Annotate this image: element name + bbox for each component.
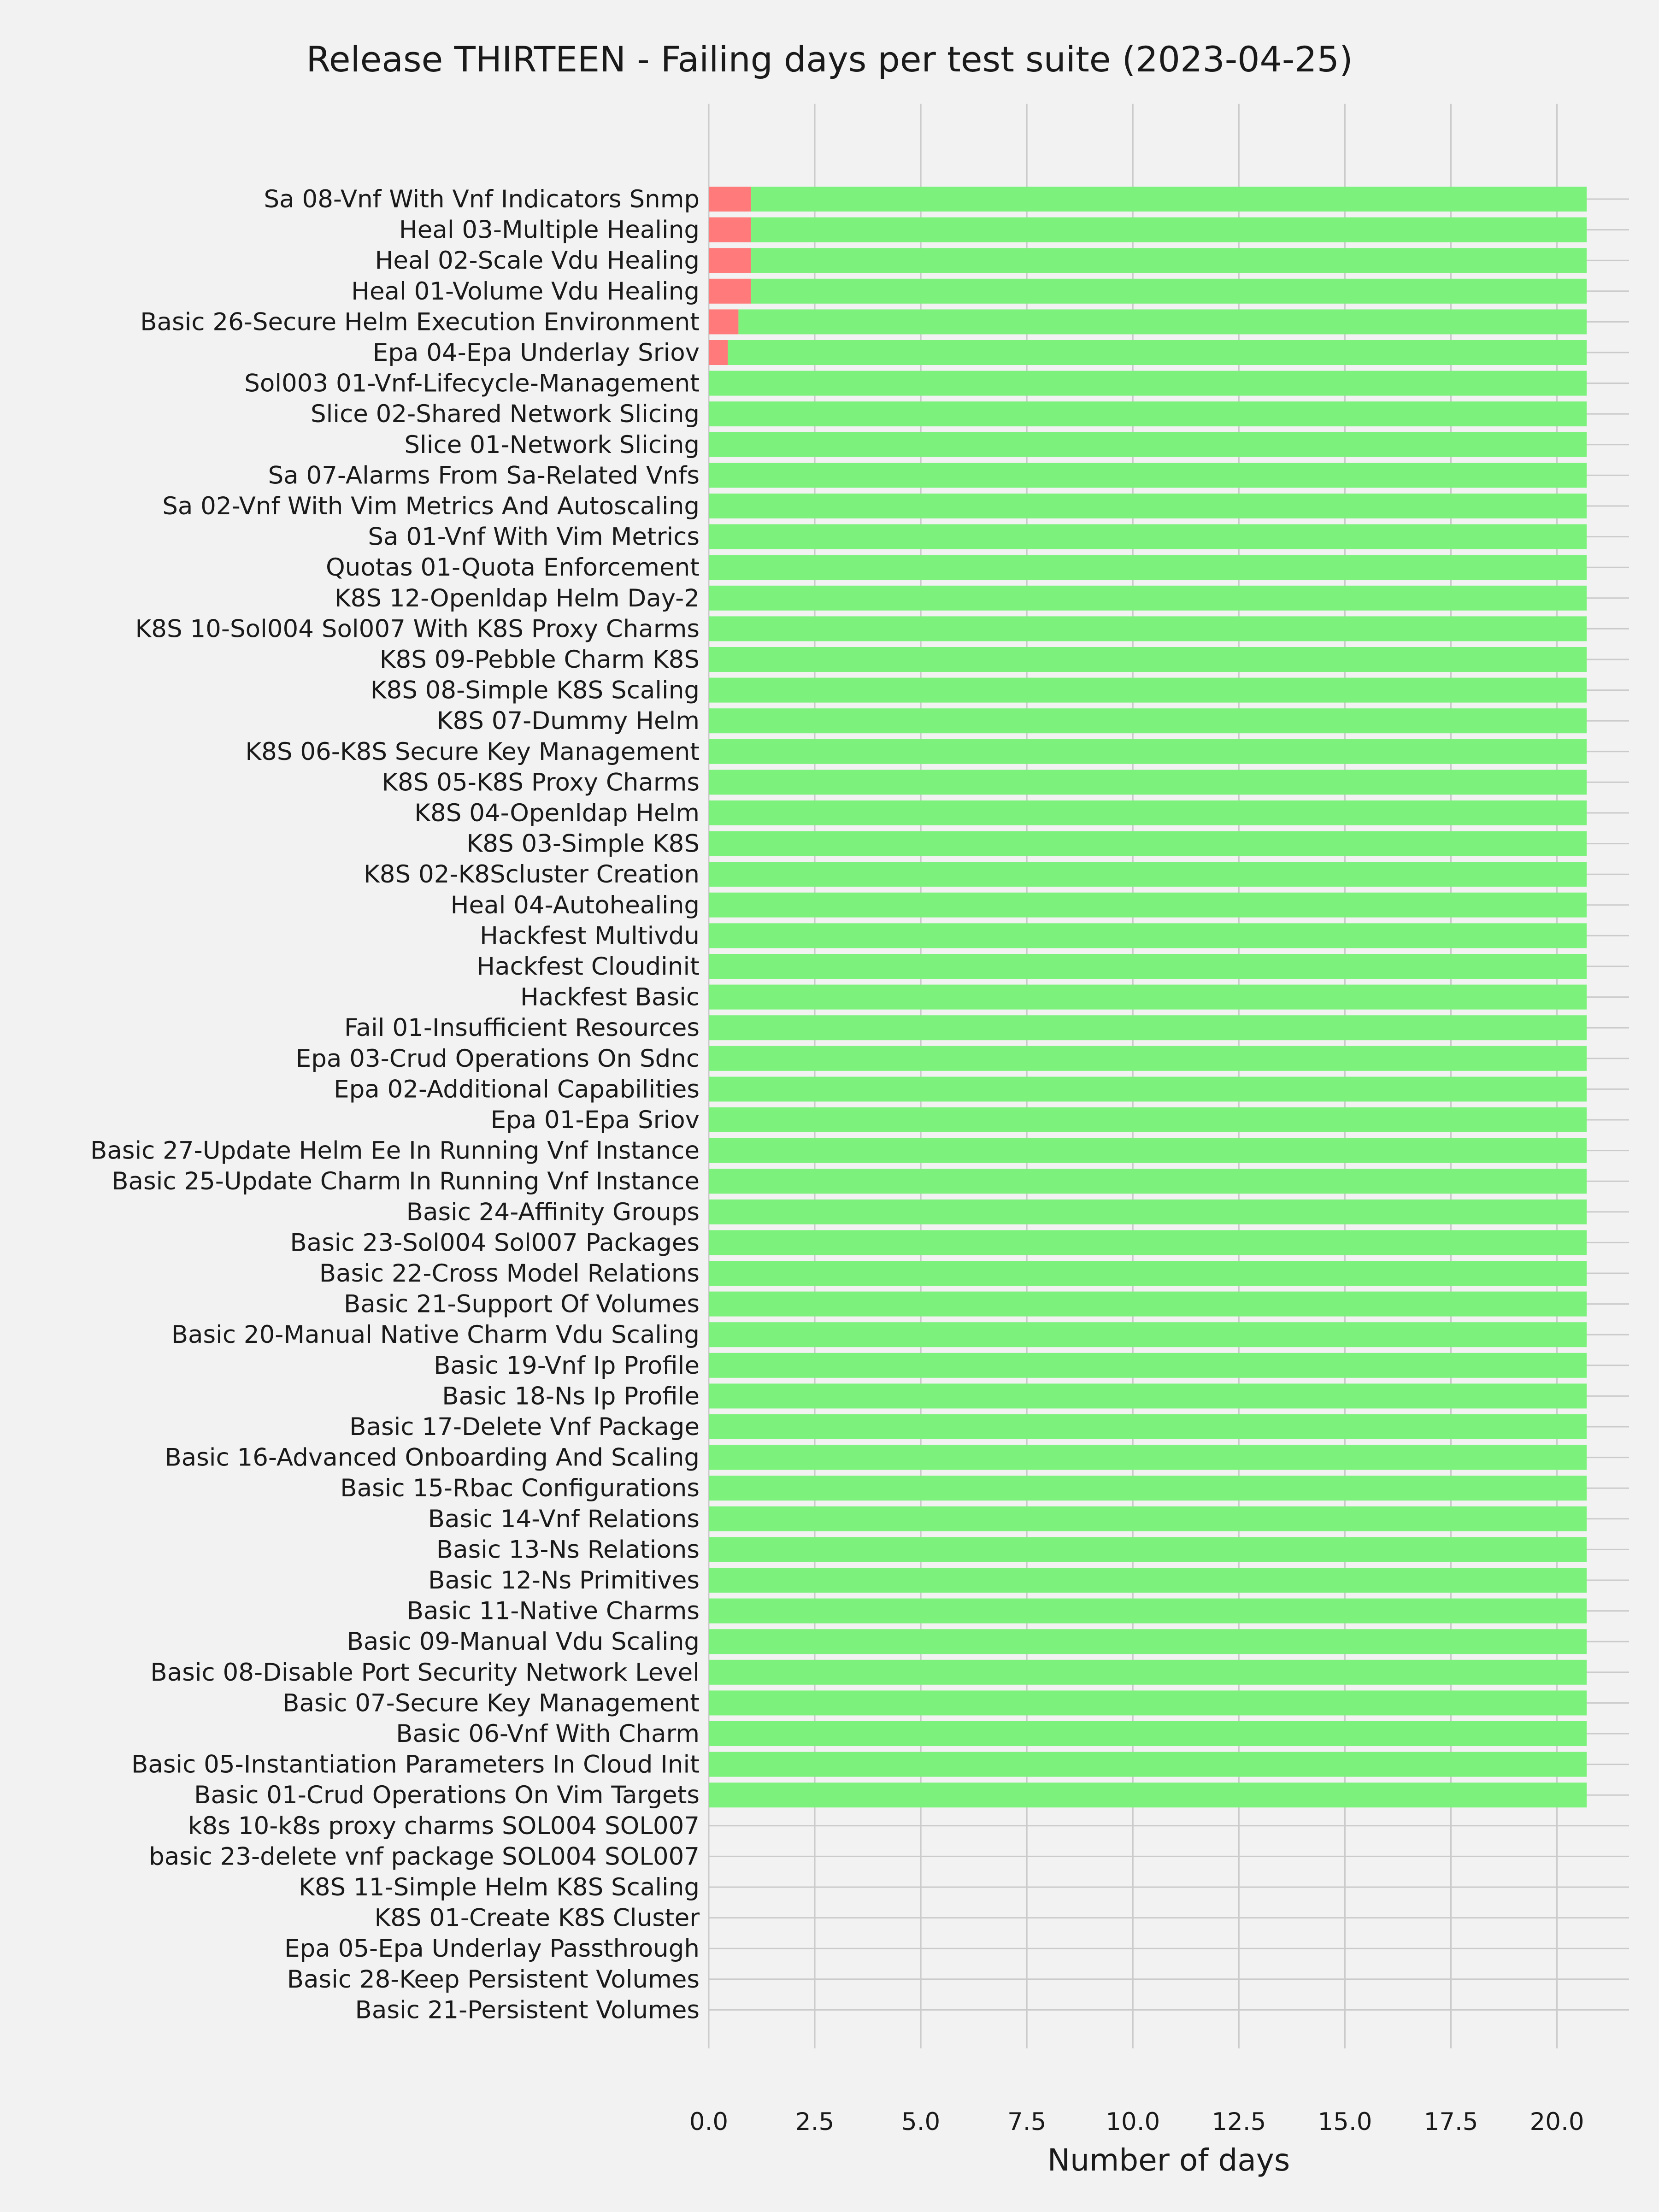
bar-failing xyxy=(709,279,751,304)
bar-passing xyxy=(709,770,1587,794)
y-tick-label: Heal 02-Scale Vdu Healing xyxy=(375,247,700,275)
y-tick-label: Epa 05-Epa Underlay Passthrough xyxy=(284,1935,700,1963)
bar-failing xyxy=(709,248,751,273)
bar-passing xyxy=(709,1752,1587,1777)
y-tick-label: Basic 12-Ns Primitives xyxy=(428,1566,700,1594)
bar-passing xyxy=(709,831,1587,856)
y-tick-label: K8S 01-Create K8S Cluster xyxy=(374,1904,700,1932)
bar-passing xyxy=(709,524,1587,549)
y-tick-label: Epa 03-Crud Operations On Sdnc xyxy=(295,1044,700,1073)
bar-passing xyxy=(751,187,1587,212)
x-tick-labels xyxy=(689,2108,1584,2136)
y-tick-label: Basic 28-Keep Persistent Volumes xyxy=(287,1965,700,1994)
y-tick-label: Basic 01-Crud Operations On Vim Targets xyxy=(194,1781,700,1810)
bar-passing xyxy=(709,1230,1587,1255)
y-tick-label: Heal 01-Volume Vdu Healing xyxy=(351,277,700,306)
bar-passing xyxy=(709,1322,1587,1347)
y-tick-label: Basic 21-Support Of Volumes xyxy=(343,1290,700,1318)
bar-passing xyxy=(709,1660,1587,1685)
y-tick-label: Basic 21-Persistent Volumes xyxy=(355,1996,700,2024)
bar-passing xyxy=(709,1599,1587,1624)
bar-passing xyxy=(709,893,1587,918)
y-tick-label: basic 23-delete vnf package SOL004 SOL007 xyxy=(149,1842,700,1871)
y-tick-label: Heal 04-Autohealing xyxy=(450,891,700,919)
y-tick-label: K8S 09-Pebble Charm K8S xyxy=(379,646,700,674)
x-tick-label: 15.0 xyxy=(1318,2108,1372,2136)
bar-passing xyxy=(709,1629,1587,1654)
bar-failing xyxy=(709,340,728,365)
y-tick-label: K8S 04-Openldap Helm xyxy=(414,799,700,827)
y-tick-label: K8S 06-K8S Secure Key Management xyxy=(245,737,700,766)
bar-passing xyxy=(709,800,1587,825)
y-tick-label: Sa 01-Vnf With Vim Metrics xyxy=(368,523,700,551)
bar-passing xyxy=(709,1445,1587,1470)
chart-title: Release THIRTEEN - Failing days per test suite (2023-04-25) xyxy=(306,39,1353,80)
y-tick-label: Sa 08-Vnf With Vnf Indicators Snmp xyxy=(264,185,700,213)
x-tick-label: 2.5 xyxy=(795,2108,835,2136)
y-tick-label: Basic 06-Vnf With Charm xyxy=(396,1720,700,1748)
y-tick-label: Basic 18-Ns Ip Profile xyxy=(442,1382,700,1411)
bar-passing xyxy=(709,1015,1587,1040)
bar-passing xyxy=(709,371,1587,396)
bar-passing xyxy=(709,463,1587,488)
bar-passing xyxy=(738,309,1587,334)
x-tick-label: 20.0 xyxy=(1530,2108,1584,2136)
x-tick-label: 12.5 xyxy=(1212,2108,1266,2136)
bar-passing xyxy=(709,1353,1587,1378)
y-tick-label: Slice 01-Network Slicing xyxy=(404,430,700,459)
y-tick-label: Basic 20-Manual Native Charm Vdu Scaling xyxy=(171,1321,700,1349)
bar-passing xyxy=(709,1721,1587,1746)
y-tick-label: Basic 19-Vnf Ip Profile xyxy=(434,1351,700,1380)
y-tick-label: K8S 07-Dummy Helm xyxy=(436,707,700,735)
bar-passing xyxy=(709,647,1587,672)
y-tick-label: K8S 12-Openldap Helm Day-2 xyxy=(334,584,700,612)
y-tick-label: Epa 04-Epa Underlay Sriov xyxy=(372,339,700,367)
x-tick-label: 10.0 xyxy=(1106,2108,1160,2136)
y-tick-label: Basic 27-Update Helm Ee In Running Vnf Instance xyxy=(90,1136,700,1165)
y-tick-label: Basic 24-Affinity Groups xyxy=(406,1198,700,1226)
bar-passing xyxy=(709,862,1587,887)
x-axis-label: Number of days xyxy=(1047,2142,1290,2178)
bar-passing xyxy=(709,954,1587,979)
y-tick-label: K8S 02-K8Scluster Creation xyxy=(364,860,700,889)
y-tick-label: Epa 02-Additional Capabilities xyxy=(334,1075,700,1104)
y-tick-label: K8S 08-Simple K8S Scaling xyxy=(370,676,700,705)
bar-passing xyxy=(709,1476,1587,1500)
bar-passing xyxy=(709,1138,1587,1163)
bar-failing xyxy=(709,218,751,242)
bar-passing xyxy=(709,401,1587,426)
y-tick-label: K8S 05-K8S Proxy Charms xyxy=(382,768,700,797)
y-tick-label: Sa 07-Alarms From Sa-Related Vnfs xyxy=(268,461,700,490)
bar-passing xyxy=(709,1568,1587,1593)
y-tick-label: Fail 01-Insufficient Resources xyxy=(344,1014,700,1042)
y-tick-label: Hackfest Multivdu xyxy=(480,922,700,950)
bar-passing xyxy=(751,279,1587,304)
bar-passing xyxy=(709,923,1587,948)
bar-passing xyxy=(709,494,1587,518)
y-tick-label: Basic 09-Manual Vdu Scaling xyxy=(347,1628,700,1656)
bar-passing xyxy=(709,1537,1587,1562)
bar-passing xyxy=(709,1414,1587,1439)
bar-passing xyxy=(709,1383,1587,1408)
bar-passing xyxy=(709,1261,1587,1286)
bar-passing xyxy=(709,1292,1587,1317)
y-tick-label: Basic 07-Secure Key Management xyxy=(282,1689,700,1718)
bar-passing xyxy=(709,616,1587,641)
bar-passing xyxy=(751,248,1587,273)
bar-passing xyxy=(728,340,1587,365)
bar-passing xyxy=(709,1200,1587,1224)
bar-passing xyxy=(709,985,1587,1010)
x-tick-label: 0.0 xyxy=(689,2108,729,2136)
bar-passing xyxy=(709,1077,1587,1101)
bar-passing xyxy=(709,1690,1587,1715)
y-tick-label: K8S 03-Simple K8S xyxy=(466,830,700,858)
y-tick-label: Epa 01-Epa Sriov xyxy=(490,1106,700,1134)
bar-failing xyxy=(709,187,751,212)
bar-passing xyxy=(709,1506,1587,1531)
y-tick-label: K8S 11-Simple Helm K8S Scaling xyxy=(299,1873,700,1901)
bar-passing xyxy=(709,1107,1587,1132)
y-tick-label: Basic 16-Advanced Onboarding And Scaling xyxy=(165,1443,700,1472)
y-tick-label: Basic 22-Cross Model Relations xyxy=(319,1259,700,1288)
y-tick-label: Basic 26-Secure Helm Execution Environment xyxy=(140,308,700,336)
bar-passing xyxy=(709,555,1587,580)
y-tick-label: Sol003 01-Vnf-Lifecycle-Management xyxy=(244,369,700,398)
y-tick-label: Sa 02-Vnf With Vim Metrics And Autoscaling xyxy=(162,492,700,520)
y-tick-label: Basic 14-Vnf Relations xyxy=(428,1505,700,1533)
bar-passing xyxy=(709,739,1587,764)
y-tick-label: Quotas 01-Quota Enforcement xyxy=(326,553,700,582)
y-tick-label: Hackfest Basic xyxy=(520,983,700,1012)
y-tick-label: Basic 13-Ns Relations xyxy=(436,1535,700,1564)
bar-passing xyxy=(709,1046,1587,1071)
bar-failing xyxy=(709,309,738,334)
y-tick-label: Basic 11-Native Charms xyxy=(406,1597,700,1625)
y-tick-label: Basic 05-Instantiation Parameters In Cloud Init xyxy=(131,1750,700,1779)
y-tick-label: k8s 10-k8s proxy charms SOL004 SOL007 xyxy=(188,1812,700,1840)
y-tick-label: Basic 08-Disable Port Security Network Level xyxy=(150,1658,700,1687)
y-tick-label: K8S 10-Sol004 Sol007 With K8S Proxy Charms xyxy=(135,615,700,643)
y-tick-label: Heal 03-Multiple Healing xyxy=(399,216,700,244)
y-tick-label: Hackfest Cloudinit xyxy=(477,953,700,981)
x-tick-label: 7.5 xyxy=(1007,2108,1047,2136)
y-tick-label: Slice 02-Shared Network Slicing xyxy=(310,400,700,429)
bar-passing xyxy=(709,708,1587,733)
x-tick-label: 17.5 xyxy=(1424,2108,1478,2136)
bar-passing xyxy=(751,218,1587,242)
y-tick-label: Basic 15-Rbac Configurations xyxy=(340,1474,700,1503)
x-tick-label: 5.0 xyxy=(901,2108,941,2136)
bar-passing xyxy=(709,586,1587,611)
bar-passing xyxy=(709,1169,1587,1194)
y-tick-label: Basic 23-Sol004 Sol007 Packages xyxy=(290,1229,700,1257)
bar-passing xyxy=(709,1783,1587,1807)
bar-passing xyxy=(709,678,1587,703)
y-tick-label: Basic 25-Update Charm In Running Vnf Instance xyxy=(112,1167,700,1196)
y-tick-label: Basic 17-Delete Vnf Package xyxy=(349,1413,700,1441)
bar-passing xyxy=(709,432,1587,457)
